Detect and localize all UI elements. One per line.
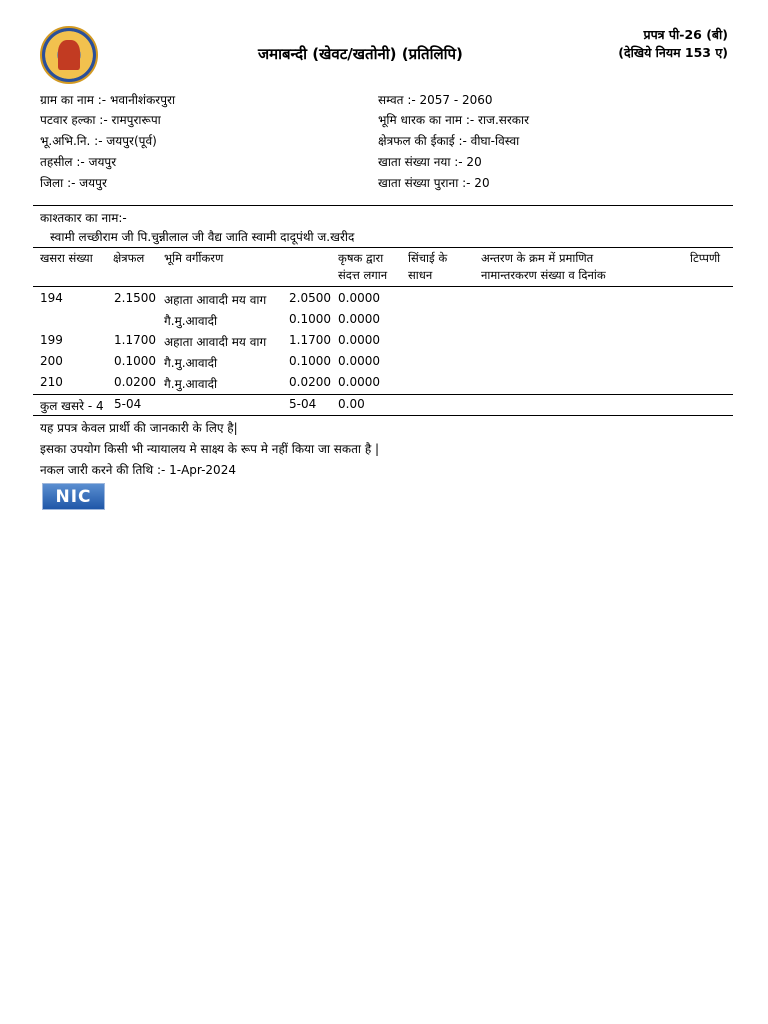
col-rent-line1: कृषक द्वारा: [338, 251, 384, 265]
area-unit: क्षेत्रफल की ईकाई :- वीघा-विस्वा: [378, 134, 520, 148]
disclaimer-note: यह प्रपत्र केवल प्रार्थी की जानकारी के लिए है|: [40, 421, 238, 435]
issue-date: नकल जारी करने की तिथि :- 1-Apr-2024: [40, 463, 236, 477]
page-title: जमाबन्दी (खेवट/खतोनी) (प्रतिलिपि): [258, 45, 463, 63]
row-classification: गै.मु.आवादी: [164, 314, 218, 328]
row-rent: 0.0000: [338, 354, 380, 368]
divider: [33, 394, 733, 395]
patwar-halka: पटवार हल्का :- रामपुरारूपा: [40, 113, 161, 127]
col-khasra-number: खसरा संख्या: [40, 251, 93, 265]
row-khasra: 199: [40, 333, 63, 347]
nic-logo: NIC: [42, 483, 105, 510]
row-sub-area: 0.1000: [289, 312, 331, 326]
col-rent-line2: संदत्त लगान: [338, 268, 388, 282]
col-mutation: [481, 250, 606, 284]
col-irrigation-line2: साधन: [408, 268, 433, 282]
col-area: क्षेत्रफल: [113, 251, 145, 265]
row-area: 0.1000: [114, 354, 156, 368]
col-mutation-line2: नामान्तरकरण संख्या व दिनांक: [481, 268, 606, 282]
court-usage-note: इसका उपयोग किसी भी न्यायालय मे साक्ष्य के रूप मे नहीं किया जा सकता है |: [40, 442, 380, 456]
row-area: 2.1500: [114, 291, 156, 305]
cultivator-name: स्वामी लच्छीराम जी पि.चुन्नीलाल जी वैद्य जाति स्वामी दादूपंथी ज.खरीद: [50, 230, 355, 244]
district: जिला :- जयपुर: [40, 176, 107, 190]
khata-number-old: खाता संख्या पुराना :- 20: [378, 176, 490, 190]
samvat: सम्वत :- 2057 - 2060: [378, 93, 493, 107]
row-rent: 0.0000: [338, 333, 380, 347]
col-land-classification: भूमि वर्गीकरण: [164, 251, 224, 265]
divider: [33, 286, 733, 287]
cultivator-label: काश्तकार का नाम:-: [40, 211, 127, 225]
form-number-line1: प्रपत्र पी-26 (बी): [643, 27, 728, 42]
tehsil: तहसील :- जयपुर: [40, 155, 117, 169]
row-classification: अहाता आवादी मय वाग: [164, 293, 267, 307]
total-area: 5-04: [114, 397, 142, 411]
row-khasra: 210: [40, 375, 63, 389]
col-mutation-line1: अन्तरण के क्रम में प्रमाणित: [481, 251, 594, 265]
land-record-inspector: भू.अभि.नि. :- जयपुर(पूर्व): [40, 134, 157, 148]
row-classification: गै.मु.आवादी: [164, 356, 218, 370]
col-irrigation-line1: सिंचाई के: [408, 251, 448, 265]
total-sub-area: 5-04: [289, 397, 317, 411]
divider: [33, 247, 733, 248]
row-khasra: 194: [40, 291, 63, 305]
row-rent: 0.0000: [338, 312, 380, 326]
row-sub-area: 0.1000: [289, 354, 331, 368]
row-rent: 0.0000: [338, 375, 380, 389]
khata-number-new: खाता संख्या नया :- 20: [378, 155, 482, 169]
village-name: ग्राम का नाम :- भवानीशंकरपुरा: [40, 93, 176, 107]
form-number: [618, 26, 728, 62]
row-sub-area: 0.0200: [289, 375, 331, 389]
col-irrigation: [408, 250, 447, 284]
divider: [33, 205, 733, 206]
row-area: 0.0200: [114, 375, 156, 389]
land-holder-name: भूमि धारक का नाम :- राज.सरकार: [378, 113, 530, 127]
total-label: कुल खसरे - 4: [40, 399, 104, 413]
row-classification: अहाता आवादी मय वाग: [164, 335, 267, 349]
col-remarks: टिप्पणी: [690, 251, 721, 265]
col-rent: [338, 250, 387, 284]
row-khasra: 200: [40, 354, 63, 368]
form-rule-line2: (देखिये नियम 153 ए): [618, 45, 728, 60]
row-sub-area: 2.0500: [289, 291, 331, 305]
row-rent: 0.0000: [338, 291, 380, 305]
total-rent: 0.00: [338, 397, 365, 411]
row-area: 1.1700: [114, 333, 156, 347]
row-classification: गै.मु.आवादी: [164, 377, 218, 391]
row-sub-area: 1.1700: [289, 333, 331, 347]
rajasthan-emblem-logo: [40, 26, 98, 84]
divider: [33, 415, 733, 416]
